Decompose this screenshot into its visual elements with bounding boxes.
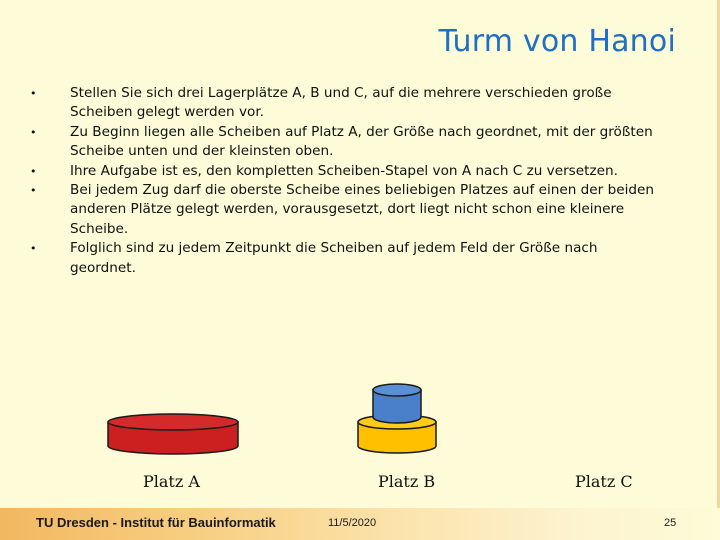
bullet-icon: • bbox=[30, 184, 37, 198]
bullet-icon: • bbox=[30, 242, 37, 256]
bullet-text: Folglich sind zu jedem Zeitpunkt die Scheiben auf jedem Feld der Größe nach geordnet. bbox=[70, 240, 598, 276]
bullet-text: Zu Beginn liegen alle Scheiben auf Platz A, der Größe nach geordnet, mit der größten Scheibe unten und der kleinsten oben. bbox=[70, 123, 653, 160]
bullet-text: Bei jedem Zug darf die oberste Scheibe eines beliebigen Platzes auf einen der beiden anderen Plätze gelegt werden, vorausgesetzt, dort liegt nicht schon eine kleinere Scheibe. bbox=[70, 182, 654, 237]
bullet-text: Ihre Aufgabe ist es, den kompletten Scheiben-Stapel von A nach C zu versetzen. bbox=[70, 162, 618, 179]
place-c-label: Platz C bbox=[575, 472, 633, 491]
blue-small-disc bbox=[373, 384, 421, 423]
slide-title: Turm von Hanoi bbox=[438, 24, 676, 59]
footer-institute: TU Dresden - Institut für Bauinformatik bbox=[36, 515, 276, 530]
bullet-icon: • bbox=[30, 125, 37, 139]
footer-date: 11/5/2020 bbox=[328, 517, 377, 529]
place-a-label: Platz A bbox=[143, 472, 200, 491]
bullet-text: Stellen Sie sich drei Lagerplätze A, B und C, auf die mehrere verschieden große Scheiben gelegt werden vor. bbox=[70, 85, 612, 121]
red-large-disc bbox=[108, 414, 238, 454]
place-b-label: Platz B bbox=[378, 472, 436, 491]
bullet-icon: • bbox=[30, 87, 37, 100]
footer-page-number: 25 bbox=[664, 517, 677, 529]
bullet-icon: • bbox=[30, 164, 37, 178]
